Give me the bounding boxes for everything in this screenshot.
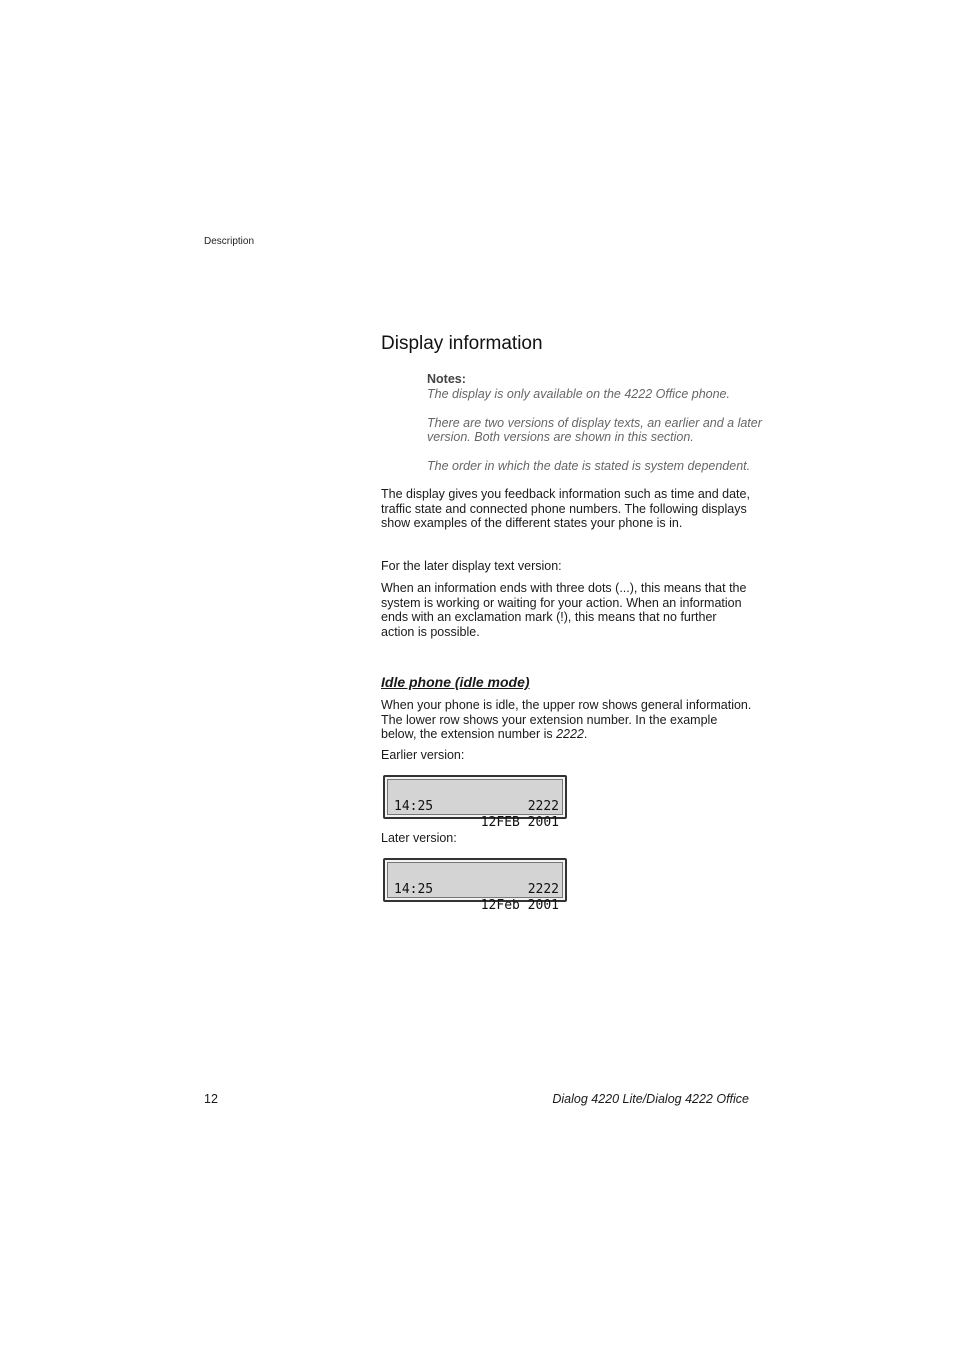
lcd-display-earlier	[383, 775, 567, 830]
lcd-date: 12Feb 2001	[480, 898, 559, 913]
idle-description	[381, 698, 753, 742]
lcd-time: 14:25	[394, 799, 434, 814]
idle-heading: Idle phone (idle mode)	[381, 674, 530, 690]
notes-block	[427, 372, 767, 488]
lcd-upper-row	[394, 866, 559, 930]
note-item: There are two versions of display texts, an earlier and a later version. Both versions are shown in this section.	[427, 415, 762, 444]
idle-description-end: .	[583, 727, 588, 741]
page-title: Display information	[381, 333, 543, 354]
note-item: The display is only available on the 4222 Office phone.	[427, 386, 730, 401]
section-header: Description	[204, 236, 255, 247]
idle-description-text: When your phone is idle, the upper row shows general information. The lower row shows your extension number. In the example below, the extension number is	[381, 698, 752, 741]
lcd-extension: 2222	[527, 882, 559, 897]
lcd-time: 14:25	[394, 882, 434, 897]
footer-product-title: Dialog 4220 Lite/Dialog 4222 Office	[552, 1092, 749, 1106]
page-number: 12	[204, 1092, 218, 1106]
later-version-label: For the later display text version:	[381, 559, 562, 573]
lcd-date: 12FEB 2001	[480, 815, 559, 830]
extension-number-emphasis: 2222	[556, 727, 584, 741]
earlier-version-label: Earlier version:	[381, 748, 465, 762]
lcd-extension: 2222	[527, 799, 559, 814]
later-version-paragraph: When an information ends with three dots (...), this means that the system is working or waiting for your action. When an information ends with an exclamation mark (!), this means that no further action is possible.	[381, 581, 747, 639]
note-item: The order in which the date is stated is system dependent.	[427, 459, 751, 473]
lcd-display-later	[383, 858, 567, 913]
later-version-display-label: Later version:	[381, 831, 457, 845]
intro-paragraph: The display gives you feedback information such as time and date, traffic state and connected phone numbers. The following displays show examples of the different states your phone is in.	[381, 487, 750, 530]
notes-heading: Notes:	[427, 372, 466, 386]
